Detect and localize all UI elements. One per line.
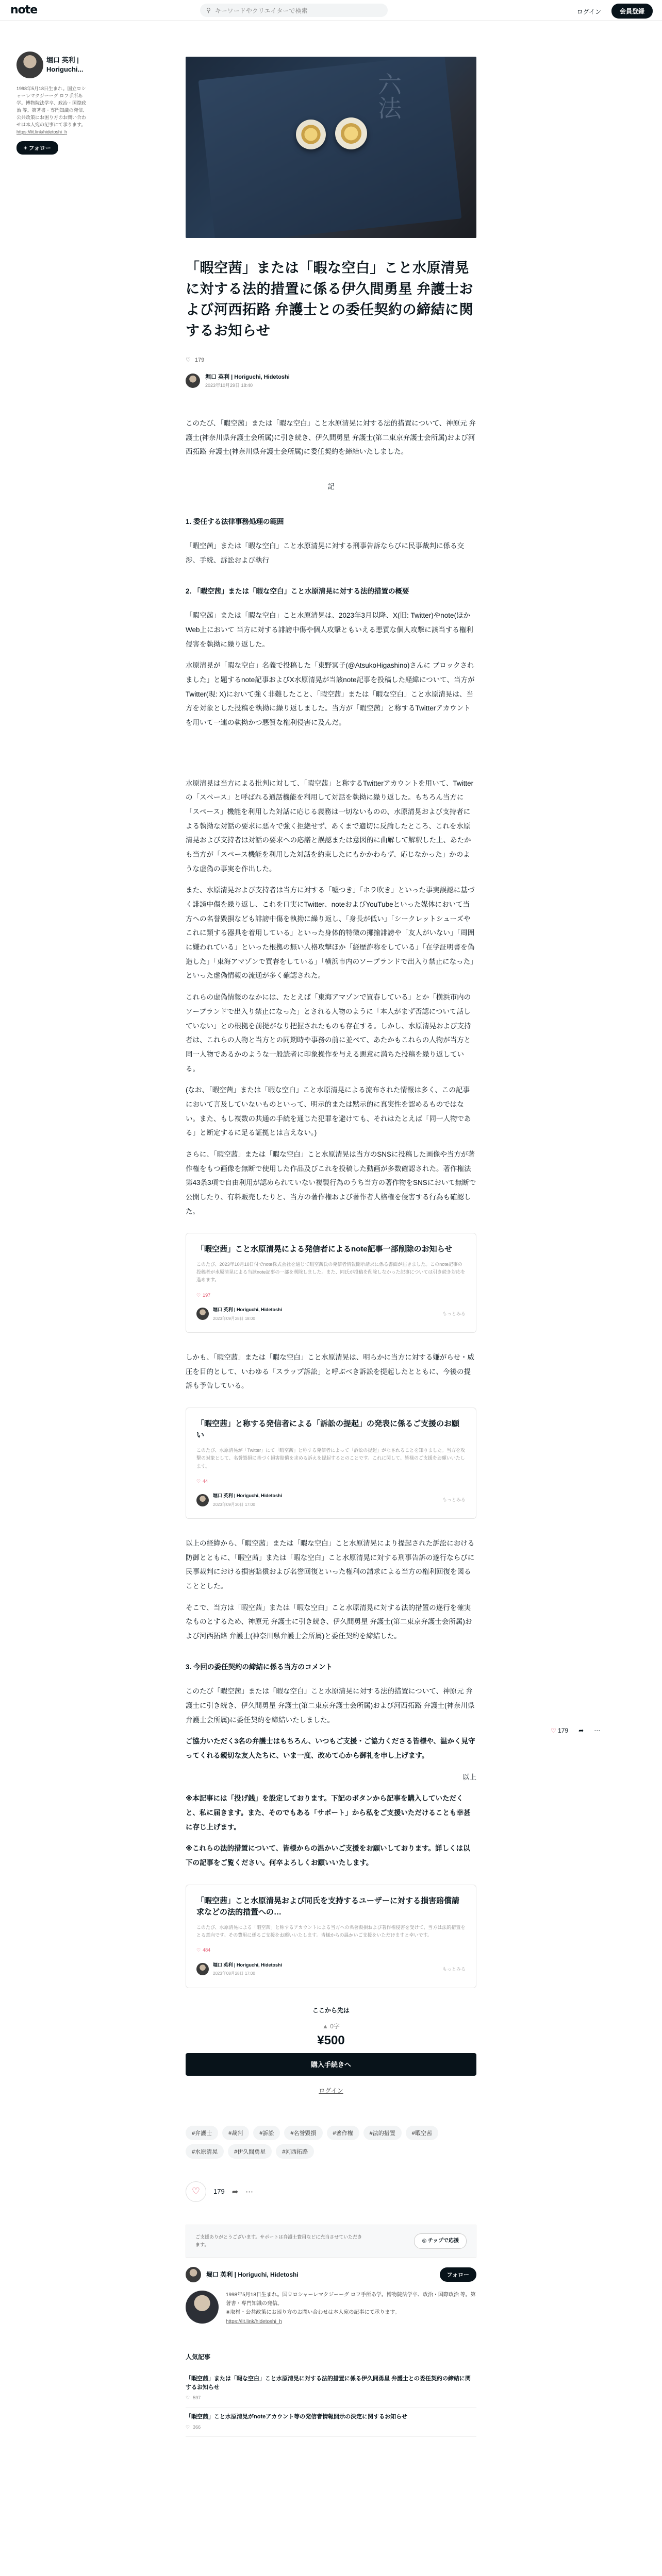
embed-like-value: 197 xyxy=(203,1292,211,1298)
popular-articles xyxy=(186,2352,476,2437)
like-button[interactable] xyxy=(551,1727,568,1734)
paragraph: 「暇空茜」または「暇な空白」こと水原清晃に対する刑事告訴ならびに民事裁判に係る交渉、手続、訴訟および執行 xyxy=(186,542,464,565)
popular-likes: 366 xyxy=(193,2425,201,2430)
paragraph: ※本記事には「投げ銭」を設定しております。下記のボタンから記事を購入していただくと、私に届きます。また、そのでもある「サポート」から私をご支援いただけることも幸甚に存じ上げます。 xyxy=(186,1794,471,1831)
embed-title: 「暇空茜」こと水原清晃による発信者によるnote記事一部削除のお知らせ xyxy=(196,1245,453,1254)
author-name[interactable]: 堀口 英利 | Horiguchi, Hidetoshi xyxy=(205,374,290,380)
plus-icon: + xyxy=(24,145,29,151)
embed-title: 「暇空茜」こと水原清晃および同氏を支持するユーザーに対する損害賠償請求などの法的措置への… xyxy=(196,1896,460,1917)
embed-author: 堀口 英利 | Horiguchi, Hidetoshi xyxy=(213,1307,283,1313)
embed-like-count xyxy=(196,1945,466,1955)
paragraph: ※これらの法的措置について、皆様からの温かいご支援をお願いしております。詳しくは以下の記事をご覧ください。何卒よろしくお願いいたします。 xyxy=(186,1844,470,1867)
heart-icon: ♡ xyxy=(196,1478,201,1484)
section-heading: 3. 今回の委任契約の締結に係る当方のコメント xyxy=(186,1663,333,1671)
popular-likes: 597 xyxy=(193,2395,201,2401)
purchase-box xyxy=(186,2006,476,2095)
avatar[interactable] xyxy=(186,2267,201,2282)
heart-icon: ♡ xyxy=(186,357,191,363)
embed-excerpt: このたび、水原清晃が「Twitter」にて「暇空茜」と称する発信者によって「訴訟の提起」がなされることを知りました。当方を攻撃の対象として、名誉毀損に基づく損害賠償を求める訴えを提起するとのことです。これに関して、皆様のご支援をお願いいたします。 xyxy=(196,1447,466,1469)
article-actions xyxy=(186,2181,476,2202)
embed-like-count xyxy=(196,1291,466,1300)
embed-excerpt: このたび、2023年10月10日付でnote株式会社を通じて暇空茜氏の発信者情報開示請求に係る書面が届きました。このnote記事の投稿者が水原清晃による当該note記事の一部を削除しました。また、同氏が投稿を削除しなかった記事については引き続き対応を進めます。 xyxy=(196,1261,466,1283)
tag-list xyxy=(186,2126,476,2159)
embed-title: 「暇空茜」と称する発信者による「訴訟の提起」の発表に係るご支援のお願い xyxy=(196,1419,460,1440)
search-box[interactable] xyxy=(200,4,388,17)
creator-bio: 1998年5月18日生まれ。国立ロシャーレマクジーーグ ロフ手所あ学。博物院法学卒、政治・国際政治 等。第著書・専門知識の発信、公共政策にお困り方のお問い合わせは本人宛の記事にて承ります。 xyxy=(16,86,88,127)
tag-chip[interactable]: #法的措置 xyxy=(363,2126,402,2140)
login-link[interactable]: ログイン xyxy=(319,2087,343,2094)
avatar xyxy=(196,1308,209,1320)
article-body xyxy=(186,416,476,1988)
paragraph: 以上の経緯から、「暇空茜」または「暇な空白」こと水原清晃により提起された訴訟における防御とともに、「暇空茜」または「暇な空白」こと水原清晃に対する刑事告訴の遂行ならびに民事裁判における損害賠償および名誉回復といった権利の請求による当方の権利回復を図ることとした。 xyxy=(186,1539,475,1590)
coin-icon: ◎ xyxy=(422,2238,428,2244)
paragraph: 記 xyxy=(327,483,335,491)
avatar[interactable] xyxy=(16,52,43,78)
heart-icon: ♡ xyxy=(186,2395,190,2400)
popular-title: 「暇空茜」または「暇な空白」こと水原清晃に対する法的措置に係る伊久間勇星 弁護士との委任契約の締結に関するお知らせ xyxy=(186,2375,471,2391)
tag-chip[interactable]: #著作権 xyxy=(327,2126,359,2140)
like-button[interactable] xyxy=(186,2181,206,2202)
tip-label: チップで応援 xyxy=(428,2238,459,2244)
note-logo[interactable]: note xyxy=(10,4,38,16)
article-title: 「暇空茜」または「暇な空白」こと水原清晃に対する法的措置に係る伊久間勇星 弁護士および河西拓路 弁護士との委任契約の締結に関するお知らせ xyxy=(186,260,474,338)
embed-date: 2023年09月28日 18:00 xyxy=(213,1316,255,1321)
creator-link[interactable]: https://lit.link/hidetoshi_h xyxy=(16,129,68,134)
article-author[interactable] xyxy=(186,372,476,388)
list-item[interactable] xyxy=(186,2369,476,2408)
embed-footer xyxy=(196,1491,466,1509)
embed-author: 堀口 英利 | Horiguchi, Hidetoshi xyxy=(213,1962,283,1968)
paragraph: 以上 xyxy=(462,1773,476,1781)
tag-chip[interactable]: #裁判 xyxy=(222,2126,249,2140)
section-heading: 1. 委任する法律事務処理の範囲 xyxy=(186,517,284,526)
section-heading: 2. 「暇空茜」または「暇な空白」こと水原清晃に対する法的措置の概要 xyxy=(186,587,409,595)
creator-name[interactable]: 堀口 英利 | Horiguchi... xyxy=(46,56,84,73)
author-bio: 1998年5月18日生まれ。国立ロシャーレマクジーーグ ロフ手所あ学。博物院法学卒、政治・国際政治 等。第著書・専門知識の発信。 xyxy=(226,2292,476,2307)
heart-icon: ♡ xyxy=(196,1292,201,1298)
embed-date: 2023年08月28日 17:00 xyxy=(213,1971,255,1976)
more-icon[interactable]: ⋯ xyxy=(594,1727,601,1734)
popular-title: 「暇空茜」こと水原清晃がnoteアカウント等の発信者情報開示の決定に関するお知らせ xyxy=(186,2413,407,2420)
support-banner xyxy=(186,2225,476,2258)
tag-chip[interactable]: #弁護士 xyxy=(186,2126,218,2140)
tag-chip[interactable]: #暇空茜 xyxy=(406,2126,438,2140)
embed-excerpt: このたび、水原清晃による「暇空茜」と称するアカウントによる当方への名誉毀損および著作権侵害を受けて、当方は法的措置をとる意向です。その費用に係るご支援をお願いいたします。皆様からの温かいご支援をいただけますと幸いです。 xyxy=(196,1924,466,1938)
tag-chip[interactable]: #伊久間勇星 xyxy=(228,2144,272,2159)
support-text: ご支援ありがとうございます。サポートは弁護士費用などに充当させていただきます。 xyxy=(195,2234,362,2247)
more-icon[interactable]: ⋯ xyxy=(245,2187,254,2196)
site-header xyxy=(0,0,662,21)
avatar[interactable] xyxy=(186,374,200,388)
price: ¥500 xyxy=(317,2033,345,2047)
tip-button[interactable] xyxy=(414,2233,467,2249)
hero-image: 六法 xyxy=(186,57,476,238)
author-bio-note: ※取材・公共政策にお困り方のお問い合わせは本人宛の記事にて承ります。 xyxy=(226,2309,400,2315)
follow-button[interactable] xyxy=(16,141,58,155)
paragraph: また、水原清晃および支持者は当方に対する「嘘つき」「ホラ吹き」といった事実誤認に基づく誹謗中傷を繰り返し、これを口実にTwitter、noteおよびYouTubeといった媒体において当方への名誉毀損なども誹謗中傷を執拗に繰り返し、「身長が低い」「シークレットシューズやこれに類する器具を着用している」といった身体的特徴の揶揄誹謗や「友人がいない」「周囲に嫌われている」といった根拠の無い人格攻撃ほか「経歴詐称をしている」「在学証明書を偽造した」「東海アマゾンで買春をしている」「横浜市内のソープランドで出入り禁止になった」といった虚偽情報の流通が多く確認された。 xyxy=(186,886,475,980)
paywall-count: ▲ 0字 xyxy=(322,2022,340,2030)
tag-chip[interactable]: #河西拓路 xyxy=(276,2144,314,2159)
embed-like-value: 484 xyxy=(203,1947,211,1953)
heart-icon: ♡ xyxy=(191,2186,201,2197)
embed-more-link[interactable]: もっとみる xyxy=(442,1311,466,1317)
paragraph: ご協力いただく3名の弁護士はもちろん、いつもご支援・ご協力くださる皆様や、温かく見守ってくれる親切な友人たちに、いま一度、改めて心から御礼を申し上げます。 xyxy=(186,1737,475,1760)
search-placeholder: キーワードやクリエイターで検索 xyxy=(214,7,308,14)
login-link[interactable]: ログイン xyxy=(576,8,601,15)
heart-icon: ♡ xyxy=(196,1947,201,1953)
like-count-value: 179 xyxy=(558,1727,569,1734)
floating-action-bar xyxy=(551,1727,600,1734)
embed-like-value: 44 xyxy=(203,1478,208,1484)
like-count-value: 179 xyxy=(194,357,205,363)
follow-label: フォロー xyxy=(28,145,51,151)
like-count-value: 179 xyxy=(213,2188,225,2196)
heart-icon: ♡ xyxy=(186,2424,190,2430)
badge-icon xyxy=(296,120,326,149)
avatar xyxy=(196,1963,209,1975)
creator-profile xyxy=(16,52,88,155)
author-photo xyxy=(186,2291,219,2324)
list-item[interactable] xyxy=(186,2408,476,2437)
embed-footer xyxy=(196,1305,466,1323)
embed-more-link[interactable]: もっとみる xyxy=(442,1967,466,1972)
embed-footer xyxy=(196,1960,466,1978)
share-icon[interactable]: ➦ xyxy=(578,1727,584,1734)
paragraph: 水原清晃が「暇な空白」名義で投稿した「東野冥子(@AtsukoHigashino)さんに ブロックされました」と題するnote記事およびX水原清晃が当該note記事を投稿した経緯について、当方がTwitter(現: X)において強く非難したこと、「暇空茜」または「暇な空白」こと水原清晃は、当方を対象とした投稿を執拗に繰り返しました。当方が「暇空茜」と称するTwitterアカウントを用いて一連の執拗かつ悪質な権利侵害に及んだ。 xyxy=(186,662,475,727)
author-link[interactable]: https://lit.link/hidetoshi_h xyxy=(226,2318,282,2325)
avatar xyxy=(196,1494,209,1506)
author-card xyxy=(186,2267,476,2325)
paragraph: しかも、「暇空茜」または「暇な空白」こと水原清晃は、明らかに当方に対する嫌がらせ・威圧を目的として、いわゆる「スラップ訴訟」と呼ぶべき訴訟を提起したとともに、今後の提訴も予告している。 xyxy=(186,1353,474,1390)
search-icon: ⚲ xyxy=(206,7,211,14)
author-name[interactable]: 堀口 英利 | Horiguchi, Hidetoshi xyxy=(206,2271,299,2279)
popular-heading: 人気記事 xyxy=(186,2353,211,2361)
embed-author: 堀口 英利 | Horiguchi, Hidetoshi xyxy=(213,1493,283,1499)
heart-icon: ♡ xyxy=(551,1727,556,1734)
publish-date: 2023年10月29日 18:40 xyxy=(205,383,253,388)
tag-chip[interactable]: #訴訟 xyxy=(253,2126,280,2140)
paragraph: このたび「暇空茜」または「暇な空白」こと水原清晃に対する法的措置について、神原元 弁護士に引き続き、伊久間勇星 弁護士(第二東京弁護士会所属)および河西拓路 弁護士(神奈川県弁護士会所属)に委任契約を締結いたしました。 xyxy=(186,1687,475,1724)
paragraph: これらの虚偽情報のなかには、たとえば「東海アマゾンで買春している」とか「横浜市内のソープランドで出入り禁止になった」とされる人物のように「本人がまず否認について話していない」との根拠を前提がなり把握されたものも存在する。しかし、水原清晃および支持者は、これらの人物と当方との同期時や事務の前に並べて、あたかもこれらの人物が当方と同一人物であるかのような一般読者に印象操作を与える悪意に満ちた投稿を繰り返している。 xyxy=(186,993,471,1073)
embed-like-count xyxy=(196,1477,466,1486)
article xyxy=(186,57,476,2437)
signup-button[interactable]: 会員登録 xyxy=(611,4,653,19)
share-icon[interactable]: ➦ xyxy=(231,2187,239,2196)
badge-icon xyxy=(335,117,367,149)
paragraph: このたび、「暇空茜」または「暇な空白」こと水原清晃に対する法的措置について、神原元 弁護士(神奈川県弁護士会所属)に引き続き、伊久間勇星 弁護士(第二東京弁護士会所属)および河西拓路 弁護士(神奈川県弁護士会所属)に委任契約を締結いたしました。 xyxy=(186,419,476,456)
purchase-button[interactable]: 購入手続きへ xyxy=(186,2053,476,2076)
paragraph: 水原清晃は当方による批判に対して、「暇空茜」と称するTwitterアカウントを用いて、Twitterの「スペース」と呼ばれる通話機能を利用して対話を執拗に繰り返した。もちろん当方に「スペース」機能を利用した対話に応じる義務は一切ないものの、水原清晃および支持者による執拗な対話の要求に悪々で強く拒絶せず、あくまで適切に反論したところ、これを水原清晃および支持者は対話の要求への応諾と誤認または意図的に曲解して解釈した上、あたかも当方が「スペース機能を利用した対話を約束したにもかかわらず、応じなかった」かのような虚偽の事実を作出した。 xyxy=(186,779,474,873)
embed-date: 2023年09月30日 17:00 xyxy=(213,1502,255,1507)
paragraph: さらに、「暇空茜」または「暇な空白」こと水原清晃は当方のSNSに投稿した画像や当方が著作権をもつ画像を無断で使用した作品及びこれを投稿した動画が多数確認された。著作権法第43条3項で自由利用が認められていない複製行為のうち当方の著作物をSNSにおいて無断で公開したり、有料販売したりと、当方の著作権および著作者人格権を侵害する行為も確認した。 xyxy=(186,1150,476,1215)
embedded-article-card[interactable] xyxy=(186,1408,476,1519)
tag-chip[interactable]: #名誉毀損 xyxy=(284,2126,322,2140)
paywall-label: ここから先は xyxy=(312,2006,350,2014)
tag-chip[interactable]: #水原清晃 xyxy=(186,2144,224,2159)
embedded-article-card[interactable] xyxy=(186,1885,476,1988)
like-count[interactable] xyxy=(186,357,476,363)
follow-button[interactable]: フォロー xyxy=(440,2267,476,2282)
paragraph: そこで、当方は「暇空茜」または「暇な空白」こと水原清晃に対する法的措置の遂行を確実なものとするため、神原元 弁護士に引き続き、伊久間勇星 弁護士(第二東京弁護士会所属)および河西拓路 弁護士(神奈川県弁護士会所属)と委任契約を締結した。 xyxy=(186,1603,472,1640)
embedded-article-card[interactable] xyxy=(186,1233,476,1333)
paragraph: (なお、「暇空茜」または「暇な空白」こと水原清晃による流布された情報は多く、この記事において言及していないものといって、明示的または黙示的に真実性を認めるものではない。また、もし複数の共通の手続を通じた犯罪を避けても、それはたとえば「同一人物である」と断定するに足る証拠とは言えない。) xyxy=(186,1086,471,1137)
embed-more-link[interactable]: もっとみる xyxy=(442,1497,466,1503)
paragraph: 「暇空茜」または「暇な空白」こと水原清晃は、2023年3月以降、X(旧: Twitter)やnote(ほかWeb上において 当方に対する誹謗中傷や個人攻撃ともいえる悪質な個人攻撃に該当する権利侵害を執拗に繰り返した。 xyxy=(186,612,473,648)
